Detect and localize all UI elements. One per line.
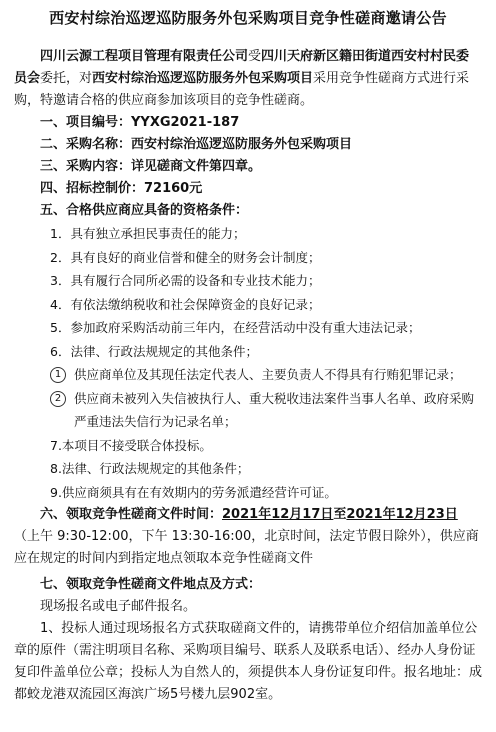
intro-text-1: 受 <box>248 49 262 64</box>
section-7-detail: 1、投标人通过现场报名方式获取磋商文件的，请携带单位介绍信加盖单位公章的原件（需注明项目名称、采购项目编号、联系人及联系电话）、经办人身份证复印件盖单位公章；投标人为自然人的，须提供本人身份证复印件。报名地址：成都蛟龙港双流园区海滨广场5号楼九层902室。 <box>14 621 483 702</box>
project-number: 一、项目编号：YYXG2021-187 <box>40 115 240 130</box>
condition-item: 1．具有独立承担民事责任的能力； <box>50 226 246 241</box>
intro-text-2: 委托，对 <box>40 71 93 86</box>
subcondition-text: 供应商单位及其现任法定代表人、主要负责人不得具有行贿犯罪记录； <box>74 367 462 382</box>
project-name-inline: 西安村综治巡逻巡防服务外包采购项目 <box>92 71 314 86</box>
intro-paragraph <box>14 46 482 112</box>
circled-number-marker: 1 <box>50 367 66 383</box>
section-7-header: 七、领取竞争性磋商文件地点及方式： <box>40 577 262 592</box>
condition-item: 8.法律、行政法规规定的其他条件； <box>50 461 250 476</box>
condition-item: 2．具有良好的商业信誉和健全的财务会计制度； <box>50 249 321 265</box>
page-title: 西安村综治巡逻巡防服务外包采购项目竞争性磋商邀请公告 <box>49 9 447 27</box>
condition-item: 9.供应商须具有在有效期内的劳务派遣经营许可证。 <box>50 484 337 500</box>
project-name: 二、采购名称：西安村综治巡逻巡防服务外包采购项目 <box>40 137 353 152</box>
intro-text-3: 采用竞争性磋商方式进行采购，特邀请合格的供应商参加该项目的竞争性磋商。 <box>14 71 470 108</box>
condition-item: 4．有依法缴纳税收和社会保障资金的良好记录； <box>50 296 321 312</box>
end-date: 2021年12月23日 <box>346 507 458 522</box>
condition-item: 7.本项目不接受联合体投标。 <box>50 437 212 453</box>
conditions-list-continued <box>14 434 482 505</box>
date-to: 至 <box>333 507 347 522</box>
circled-number-marker: 2 <box>50 391 66 407</box>
start-date: 2021年12月17日 <box>222 507 334 522</box>
condition-item: 3．具有履行合同所必需的设备和专业技术能力； <box>50 273 321 288</box>
control-price: 四、招标控制价：72160元 <box>40 181 203 196</box>
procurement-content: 三、采购内容：详见磋商文件第四章。 <box>40 159 262 174</box>
conditions-list <box>14 222 482 363</box>
purchaser-name: 四川天府新区籍田街道西安村村民委员会 <box>14 49 470 86</box>
subcondition-item <box>14 363 482 387</box>
section-6-header: 六、领取竞争性磋商文件时间： <box>40 507 223 522</box>
section-7-method: 现场报名或电子邮件报名。 <box>40 599 197 614</box>
condition-item: 6．法律、行政法规规定的其他条件； <box>50 343 258 359</box>
section-6 <box>14 504 482 570</box>
qualification-header: 五、合格供应商应具备的资格条件： <box>40 203 249 218</box>
agency-name: 四川云源工程项目管理有限责任公司 <box>40 49 249 64</box>
condition-item: 5．参加政府采购活动前三年内，在经营活动中没有重大违法记录； <box>50 320 421 335</box>
subcondition-text: 供应商未被列入失信被执行人、重大税收违法案件当事人名单、政府采购严重违法失信行为记录名单； <box>74 390 475 429</box>
section-6-text: （上午 9:30-12:00，下午 13:30-16:00，北京时间，法定节假日除外），供应商应在规定的时间内到指定地点领取本竞争性磋商文件 <box>14 529 479 566</box>
subcondition-item <box>14 387 482 434</box>
